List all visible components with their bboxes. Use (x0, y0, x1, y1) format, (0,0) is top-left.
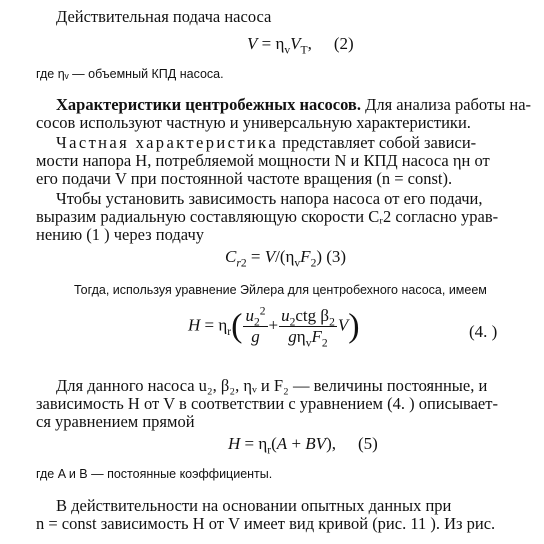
term-partial-characteristic: Частная характеристика (56, 133, 279, 152)
paragraph-line: зависимость H от V в соответствии с уравнением (4. ) описывает- (36, 394, 498, 413)
equation-3-number: (3) (326, 247, 347, 266)
paragraph-line: Частная характеристика представляет собой зависи- (56, 133, 477, 152)
equation-2: $V = \eta_vV_T$, (2) (247, 34, 354, 57)
equation-2-number: (2) (333, 34, 354, 53)
paragraph-line: мости напора H, потребляемой мощности N и КПД насоса ηн от (36, 151, 490, 170)
note-constants: где A и B — постоянные коэффициенты. (36, 467, 273, 481)
equation-4-number: (4. ) (469, 322, 498, 341)
note-volumetric-efficiency: где ηᵥ — объемный КПД насоса. (36, 67, 224, 81)
paragraph-line: сосов используют частную и универсальную характеристики. (36, 113, 471, 132)
paragraph-line: его подачи V при постоянной частоте вращения (n = const). (36, 169, 453, 188)
line-euler-intro: Тогда, используя уравнение Эйлера для центробехного насоса, имеем (74, 283, 487, 297)
paragraph-line: n = const зависимость H от V имеет вид кривой (рис. 11 ). Из рис. (36, 514, 496, 533)
equation-5-number: (5) (357, 434, 378, 453)
section-heading: Характеристики центробежных насосов. (56, 95, 361, 114)
paragraph-line: ся уравнением прямой (36, 412, 195, 431)
line-actual-flow: Действительная подача насоса (56, 7, 272, 26)
equation-4: $H = \eta_r$( $\frac{u_2^2}{g}$ + $\frac{u_2ctg \beta_2}{g\eta_vF_2}$ V) (188, 304, 360, 350)
section-heading-line: Характеристики центробежных насосов. Для анализа работы на- (56, 95, 532, 114)
equation-5: $H = \eta_r(A + BV)$, (5) (228, 434, 378, 457)
equation-3: $C_{r2} = V/(\eta_vF_2)$ (3) (225, 247, 347, 270)
paragraph-line: Для данного насоса u₂, β₂, ηᵥ и F₂ — величины постоянные, и (56, 376, 488, 395)
paragraph-line: нению (1 ) через подачу (36, 225, 205, 244)
paragraph-line: выразим радиальную составляющую скорости Cᵣ2 согласно урав- (36, 207, 499, 226)
paragraph-line: В действительности на основании опытных данных при (56, 496, 452, 515)
paragraph-line: Чтобы установить зависимость напора насоса от его подачи, (56, 189, 483, 208)
